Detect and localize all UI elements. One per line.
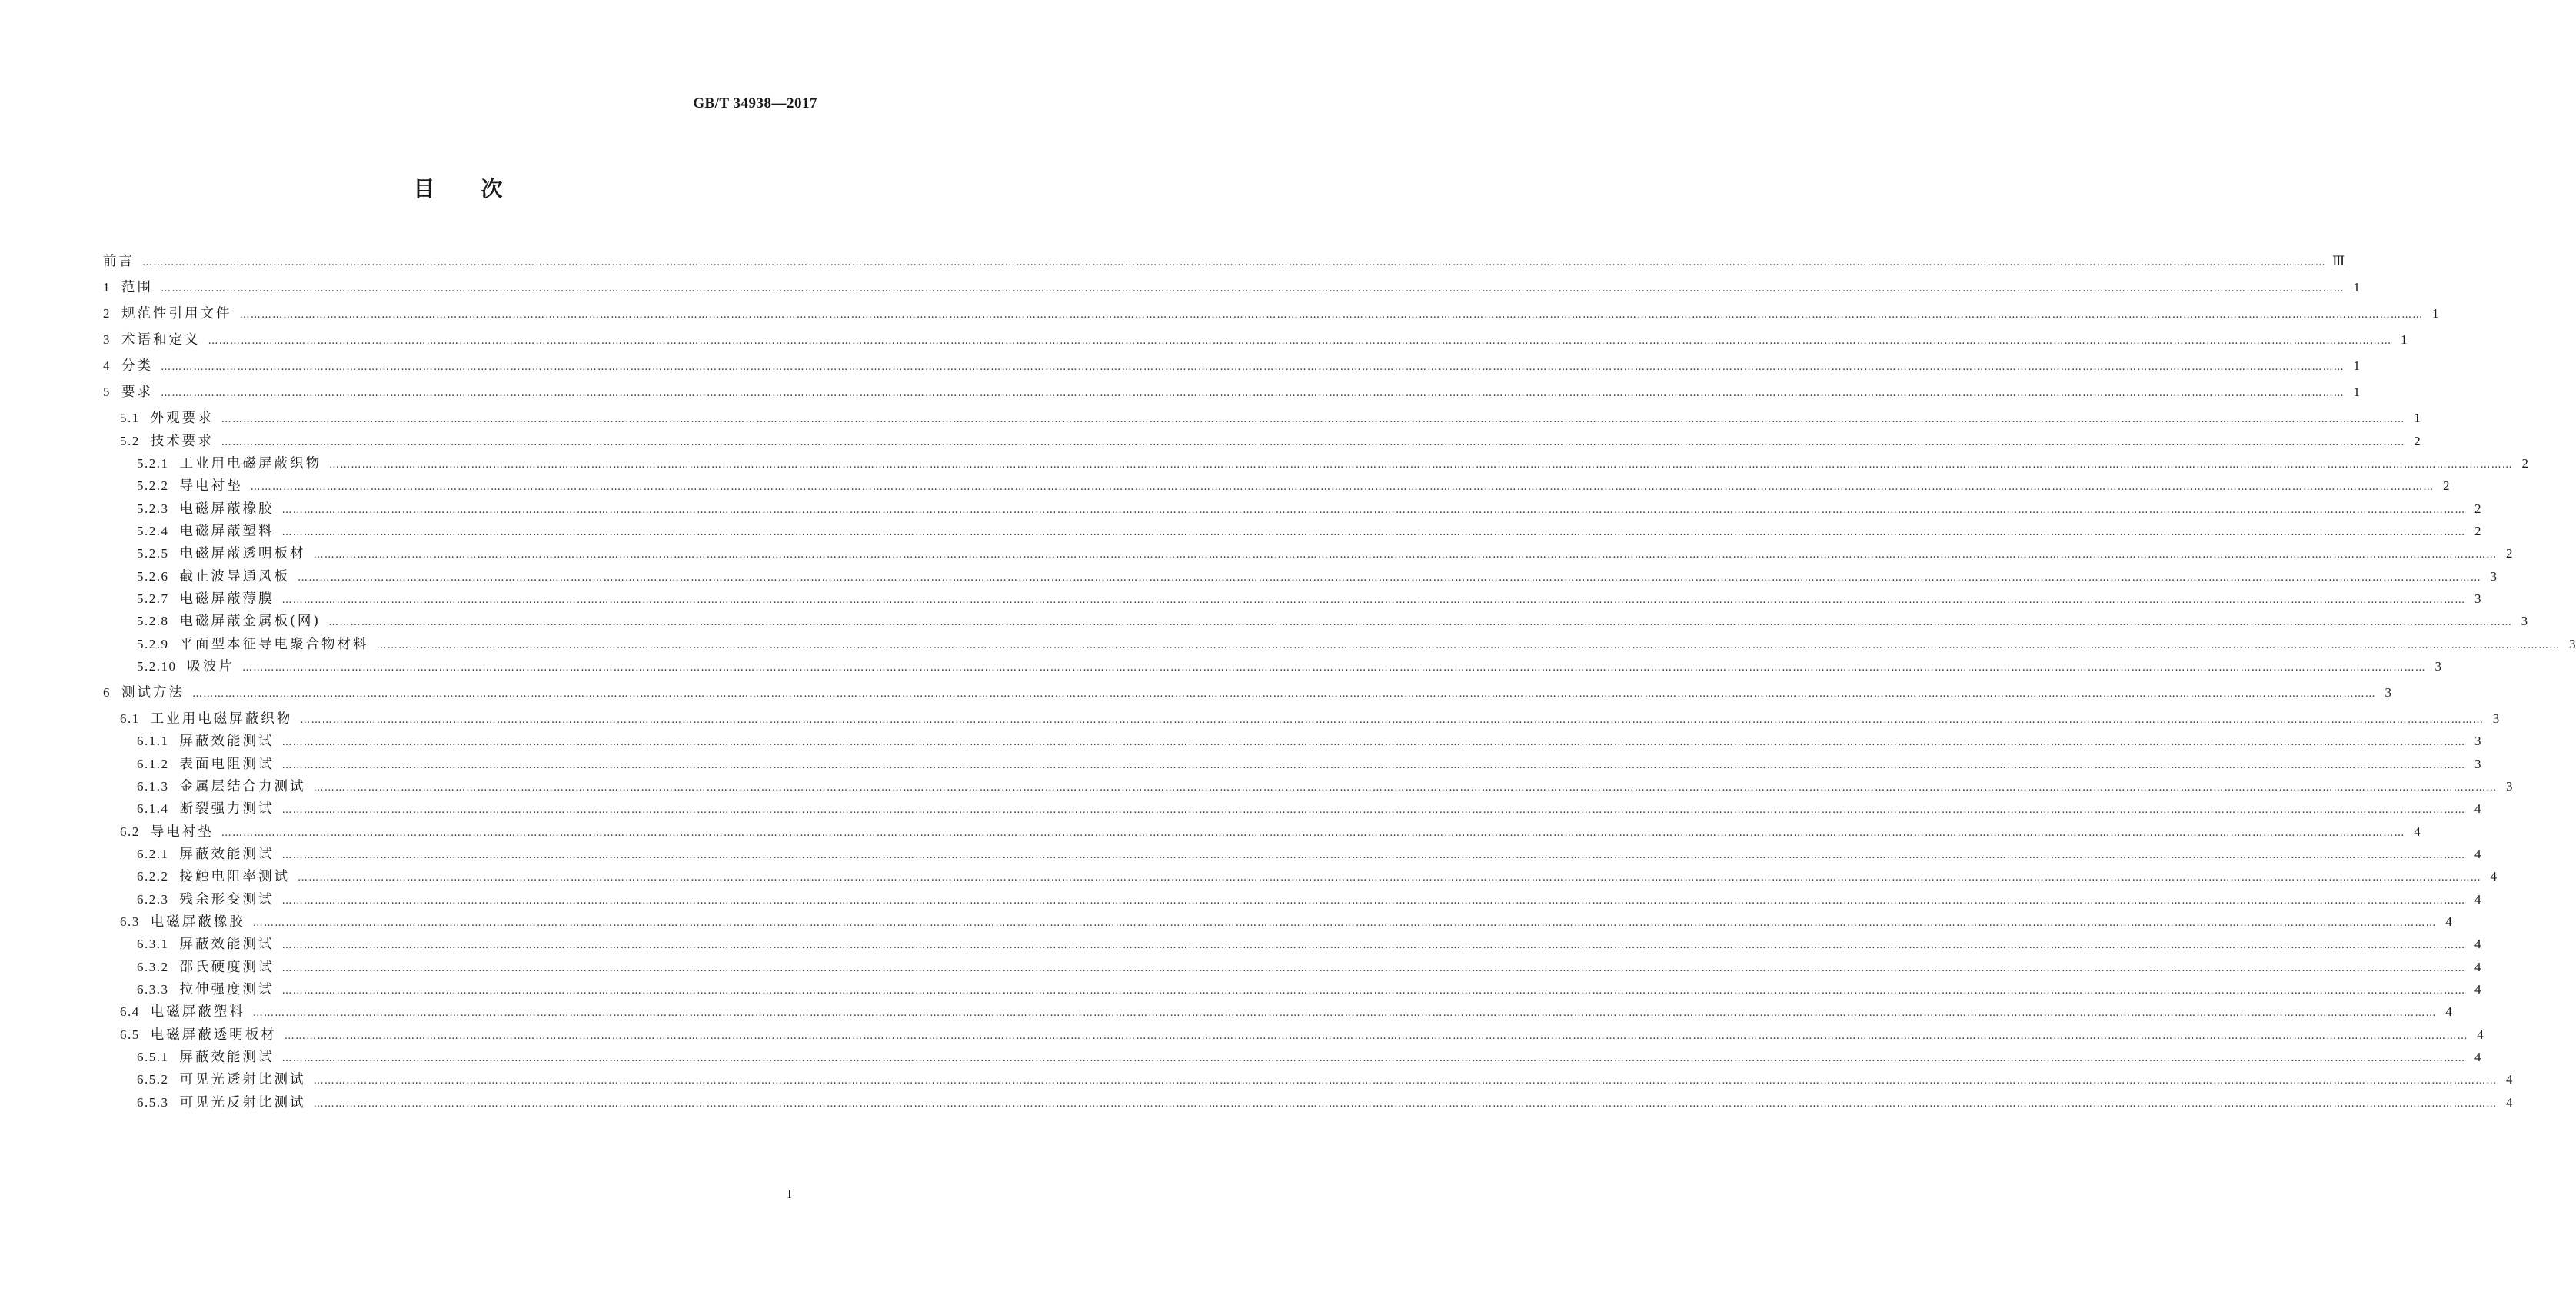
dot-leader: …………………………………………………………………………………………………………………………………………………………………………………………………………………………………………………………………………………………………………………………………………………………………………………………………………………………………………………………………………………………………………………………………………………… xyxy=(242,662,2426,674)
toc-entry-number: 5.2.6 xyxy=(137,569,169,584)
toc-entry-page: 3 xyxy=(2569,637,2576,651)
toc-entry-label: 平面型本征导电聚合物材料 xyxy=(179,637,369,652)
dot-leader: …………………………………………………………………………………………………………………………………………………………………………………………………………………………………………………………………………………………………………………………………………………………………………………………………………………………………………………………………………………………………………………………………………………… xyxy=(161,388,2345,399)
toc-entry-label: 外观要求 xyxy=(150,411,214,426)
dot-leader: …………………………………………………………………………………………………………………………………………………………………………………………………………………………………………………………………………………………………………………………………………………………………………………………………………………………………………………………………………………………………………………………………………………… xyxy=(221,437,2405,448)
toc-entry-number: 5 xyxy=(103,385,111,399)
toc-entry-page: 1 xyxy=(2353,385,2360,399)
toc-entry-number: 5.2.7 xyxy=(137,591,169,606)
toc-entry-number: 6.3.1 xyxy=(137,937,169,951)
toc-entry-label: 电磁屏蔽橡胶 xyxy=(179,501,275,517)
toc-entry-page: 4 xyxy=(2414,824,2421,839)
toc-entry[interactable] xyxy=(103,1092,2513,1112)
toc-entry[interactable] xyxy=(103,1047,2481,1067)
toc-entry-number: 2 xyxy=(103,306,111,321)
toc-entry-label: 电磁屏蔽金属板(网) xyxy=(179,614,321,629)
dot-leader: …………………………………………………………………………………………………………………………………………………………………………………………………………………………………………………………………………………………………………………………………………………………………………………………………………………………………………………………………………………………………………………………………………………… xyxy=(313,1098,2498,1110)
dot-leader: …………………………………………………………………………………………………………………………………………………………………………………………………………………………………………………………………………………………………………………………………………………………………………………………………………………………………………………………………………………………………………………………………………………… xyxy=(221,414,2405,425)
toc-entry-label: 屏蔽效能测试 xyxy=(179,1050,275,1065)
toc-entry[interactable] xyxy=(103,408,2421,428)
toc-entry-label: 规范性引用文件 xyxy=(121,306,232,321)
toc-entry-page: 4 xyxy=(2490,869,2497,884)
toc-entry[interactable] xyxy=(103,431,2421,451)
toc-entry-number: 3 xyxy=(103,332,111,347)
toc-entry-number: 6.2.1 xyxy=(137,847,169,861)
toc-entry-number: 6.3.2 xyxy=(137,960,169,974)
toc-entry-page: 4 xyxy=(2445,1004,2452,1019)
toc-entry-number: 6.1.3 xyxy=(137,779,169,794)
toc-entry-page: 4 xyxy=(2506,1072,2513,1087)
toc-entry-label: 可见光反射比测试 xyxy=(179,1095,306,1110)
toc-entry[interactable] xyxy=(103,957,2481,977)
toc-entry[interactable] xyxy=(103,453,2528,473)
toc-entry[interactable] xyxy=(103,381,2360,401)
toc-entry-label: 导电衬垫 xyxy=(150,824,214,840)
toc-entry-number: 1 xyxy=(103,280,111,295)
toc-entry-label: 技术要求 xyxy=(150,434,214,449)
toc-entry-number: 6.5.3 xyxy=(137,1095,169,1110)
toc-entry[interactable] xyxy=(103,979,2481,999)
toc-entry-page: 3 xyxy=(2435,659,2441,674)
toc-entry[interactable] xyxy=(103,1001,2452,1021)
toc-entry-page: 2 xyxy=(2474,524,2481,538)
dot-leader: …………………………………………………………………………………………………………………………………………………………………………………………………………………………………………………………………………………………………………………………………………………………………………………………………………………………………………………………………………………………………………………………………………………… xyxy=(192,688,2376,700)
toc-entry-number: 6.2 xyxy=(120,824,140,839)
toc-entry[interactable] xyxy=(103,682,2391,702)
toc-entry-page: 4 xyxy=(2506,1095,2513,1110)
toc-entry-label: 拉伸强度测试 xyxy=(179,982,275,997)
toc-entry-number: 6.3.3 xyxy=(137,982,169,997)
toc-entry-page: 2 xyxy=(2443,478,2450,493)
dot-leader: …………………………………………………………………………………………………………………………………………………………………………………………………………………………………………………………………………………………………………………………………………………………………………………………………………………………………………………………………………………………………………………………………………………… xyxy=(298,572,2481,584)
toc-entry-page: 3 xyxy=(2492,711,2500,726)
toc-entry[interactable] xyxy=(103,277,2360,297)
toc-entry[interactable] xyxy=(103,566,2497,586)
toc-entry-label: 表面电阻测试 xyxy=(179,757,275,772)
toc-entry-page: 1 xyxy=(2432,306,2439,321)
toc-entry[interactable] xyxy=(103,521,2481,541)
toc-entry-label: 要求 xyxy=(121,385,153,400)
toc-entry-page: 4 xyxy=(2474,892,2481,907)
dot-leader: …………………………………………………………………………………………………………………………………………………………………………………………………………………………………………………………………………………………………………………………………………………………………………………………………………………………………………………………………………………………………………………………………………………… xyxy=(329,459,2513,471)
toc-entry-label: 导电衬垫 xyxy=(179,478,243,494)
toc-entry-label: 断裂强力测试 xyxy=(179,801,275,817)
toc-entry-label: 电磁屏蔽薄膜 xyxy=(179,591,275,607)
toc-entry-label: 电磁屏蔽透明板材 xyxy=(179,546,306,561)
toc-entry-label: 工业用电磁屏蔽织物 xyxy=(150,711,293,727)
dot-leader: …………………………………………………………………………………………………………………………………………………………………………………………………………………………………………………………………………………………………………………………………………………………………………………………………………………………………………………………………………………………………………………………………………………… xyxy=(313,549,2498,561)
page-title: 目次 xyxy=(413,176,549,201)
toc-entry-page: 4 xyxy=(2474,982,2481,997)
dot-leader: …………………………………………………………………………………………………………………………………………………………………………………………………………………………………………………………………………………………………………………………………………………………………………………………………………………………………………………………………………………………………………………………………………………… xyxy=(281,594,2466,606)
toc-entry-label: 术语和定义 xyxy=(121,332,201,348)
toc-entry-label: 屏蔽效能测试 xyxy=(179,937,275,952)
toc-entry-page: 3 xyxy=(2490,569,2497,584)
toc-entry-label: 电磁屏蔽透明板材 xyxy=(150,1027,277,1043)
toc-entry-label: 残余形变测试 xyxy=(179,892,275,907)
toc-entry-number: 5.2 xyxy=(120,434,140,448)
dot-leader: …………………………………………………………………………………………………………………………………………………………………………………………………………………………………………………………………………………………………………………………………………………………………………………………………………………………………………………………………………………………………………………………………………………… xyxy=(376,640,2561,651)
dot-leader: …………………………………………………………………………………………………………………………………………………………………………………………………………………………………………………………………………………………………………………………………………………………………………………………………………………………………………………………………………………………………………………………………………………… xyxy=(252,917,2437,929)
toc-entry-label: 金属层结合力测试 xyxy=(179,779,306,794)
toc-entry-number: 6 xyxy=(103,685,111,700)
toc-entry-number: 6.1.1 xyxy=(137,734,169,748)
dot-leader: …………………………………………………………………………………………………………………………………………………………………………………………………………………………………………………………………………………………………………………………………………………………………………………………………………………………………………………………………………………………………………………………………………………… xyxy=(142,257,2326,268)
toc-entry-number: 4 xyxy=(103,358,111,373)
dot-leader: …………………………………………………………………………………………………………………………………………………………………………………………………………………………………………………………………………………………………………………………………………………………………………………………………………………………………………………………………………………………………………………………………………………… xyxy=(298,872,2481,884)
dot-leader: …………………………………………………………………………………………………………………………………………………………………………………………………………………………………………………………………………………………………………………………………………………………………………………………………………………………………………………………………………………………………………………………………………………… xyxy=(313,1075,2498,1087)
toc-entry-number: 6.3 xyxy=(120,914,140,929)
toc-entry-label: 工业用电磁屏蔽织物 xyxy=(179,456,321,471)
toc-entry[interactable] xyxy=(103,821,2421,841)
dot-leader: …………………………………………………………………………………………………………………………………………………………………………………………………………………………………………………………………………………………………………………………………………………………………………………………………………………………………………………………………………………………………………………………………………………… xyxy=(281,527,2466,538)
toc-entry-number: 6.5 xyxy=(120,1027,140,1042)
toc-entry[interactable] xyxy=(103,656,2441,676)
toc-entry[interactable] xyxy=(103,475,2450,495)
dot-leader: …………………………………………………………………………………………………………………………………………………………………………………………………………………………………………………………………………………………………………………………………………………………………………………………………………………………………………………………………………………………………………………………………………………… xyxy=(250,481,2435,493)
toc-entry-page: 1 xyxy=(2353,280,2360,295)
toc-entry-page: 3 xyxy=(2474,757,2481,771)
toc-entry-number: 6.1.4 xyxy=(137,801,169,816)
toc-entry-label: 吸波片 xyxy=(187,659,235,674)
toc-entry[interactable] xyxy=(103,866,2497,886)
dot-leader: …………………………………………………………………………………………………………………………………………………………………………………………………………………………………………………………………………………………………………………………………………………………………………………………………………………………………………………………………………………………………………………………………………………… xyxy=(284,1030,2468,1042)
toc-entry[interactable] xyxy=(103,911,2452,931)
toc-entry-page: 4 xyxy=(2474,801,2481,816)
dot-leader: …………………………………………………………………………………………………………………………………………………………………………………………………………………………………………………………………………………………………………………………………………………………………………………………………………………………………………………………………………………………………………………………………………………… xyxy=(281,985,2466,997)
toc-entry[interactable] xyxy=(103,251,2345,271)
toc-entry-number: 5.2.8 xyxy=(137,614,169,628)
toc-entry[interactable] xyxy=(103,588,2481,608)
toc-entry-page: 2 xyxy=(2474,501,2481,516)
toc-entry[interactable] xyxy=(103,543,2513,563)
toc-entry[interactable] xyxy=(103,889,2481,909)
toc-entry-label: 可见光透射比测试 xyxy=(179,1072,306,1087)
toc-entry-number: 6.1 xyxy=(120,711,140,726)
dot-leader: …………………………………………………………………………………………………………………………………………………………………………………………………………………………………………………………………………………………………………………………………………………………………………………………………………………………………………………………………………………………………………………………………………………… xyxy=(252,1007,2437,1019)
toc-entry-number: 5.2.10 xyxy=(137,659,177,674)
toc-entry[interactable] xyxy=(103,1024,2484,1044)
toc-entry[interactable] xyxy=(103,731,2481,751)
toc-entry-label: 电磁屏蔽橡胶 xyxy=(150,914,245,930)
dot-leader: …………………………………………………………………………………………………………………………………………………………………………………………………………………………………………………………………………………………………………………………………………………………………………………………………………………………………………………………………………………………………………………………………………………… xyxy=(281,804,2466,816)
toc-entry-page: 4 xyxy=(2474,1050,2481,1064)
toc-entry[interactable] xyxy=(103,634,2576,654)
toc-entry-number: 5.2.1 xyxy=(137,456,169,471)
dot-leader: …………………………………………………………………………………………………………………………………………………………………………………………………………………………………………………………………………………………………………………………………………………………………………………………………………………………………………………………………………………………………………………………………………………… xyxy=(161,361,2345,373)
toc-entry-page: 3 xyxy=(2474,734,2481,748)
dot-leader: …………………………………………………………………………………………………………………………………………………………………………………………………………………………………………………………………………………………………………………………………………………………………………………………………………………………………………………………………………………………………………………………………………………… xyxy=(281,895,2466,907)
toc-entry-number: 5.2.2 xyxy=(137,478,169,493)
toc-entry-page: 4 xyxy=(2477,1027,2484,1042)
dot-leader: …………………………………………………………………………………………………………………………………………………………………………………………………………………………………………………………………………………………………………………………………………………………………………………………………………………………………………………………………………………………………………………………………………………… xyxy=(221,827,2405,839)
toc-entry-page: 2 xyxy=(2506,546,2513,561)
toc-entry[interactable] xyxy=(103,798,2481,818)
standard-code: GB/T 34938—2017 xyxy=(693,95,817,112)
dot-leader: …………………………………………………………………………………………………………………………………………………………………………………………………………………………………………………………………………………………………………………………………………………………………………………………………………………………………………………………………………………………………………………………………………………… xyxy=(161,283,2345,295)
toc-entry-page: 3 xyxy=(2506,779,2513,794)
toc-entry-number: 6.5.1 xyxy=(137,1050,169,1064)
toc-entry[interactable] xyxy=(103,776,2513,796)
toc-entry-number: 5.2.3 xyxy=(137,501,169,516)
toc-entry-page: 2 xyxy=(2521,456,2528,471)
toc-entry-page: 4 xyxy=(2445,914,2452,929)
dot-leader: …………………………………………………………………………………………………………………………………………………………………………………………………………………………………………………………………………………………………………………………………………………………………………………………………………………………………………………………………………………………………………………………………………………… xyxy=(281,940,2466,951)
toc-entry-page: 1 xyxy=(2414,411,2421,425)
toc-entry[interactable] xyxy=(103,329,2408,349)
toc-entry-number: 5.2.5 xyxy=(137,546,169,561)
toc-entry[interactable] xyxy=(103,303,2439,323)
dot-leader: …………………………………………………………………………………………………………………………………………………………………………………………………………………………………………………………………………………………………………………………………………………………………………………………………………………………………………………………………………………………………………………………………………………… xyxy=(328,617,2513,628)
toc-entry-page: 4 xyxy=(2474,937,2481,951)
toc-entry-page: 3 xyxy=(2474,591,2481,606)
toc-entry-page: 3 xyxy=(2385,685,2391,700)
page-number: I xyxy=(787,1187,792,1201)
toc-entry-number: 6.1.2 xyxy=(137,757,169,771)
dot-leader: …………………………………………………………………………………………………………………………………………………………………………………………………………………………………………………………………………………………………………………………………………………………………………………………………………………………………………………………………………………………………………………………………………………… xyxy=(281,737,2466,748)
toc-entry[interactable] xyxy=(103,934,2481,954)
toc-entry-number: 6.5.2 xyxy=(137,1072,169,1087)
dot-leader: …………………………………………………………………………………………………………………………………………………………………………………………………………………………………………………………………………………………………………………………………………………………………………………………………………………………………………………………………………………………………………………………………………………… xyxy=(313,782,2498,794)
toc-entry-label: 测试方法 xyxy=(121,685,185,701)
toc-entry-label: 范围 xyxy=(121,280,153,295)
dot-leader: …………………………………………………………………………………………………………………………………………………………………………………………………………………………………………………………………………………………………………………………………………………………………………………………………………………………………………………………………………………………………………………………………………………… xyxy=(281,850,2466,861)
toc-entry-label: 电磁屏蔽塑料 xyxy=(150,1004,245,1020)
toc-entry-label: 屏蔽效能测试 xyxy=(179,734,275,749)
dot-leader: …………………………………………………………………………………………………………………………………………………………………………………………………………………………………………………………………………………………………………………………………………………………………………………………………………………………………………………………………………………………………………………………………………………… xyxy=(281,504,2466,516)
toc-entry-label: 分类 xyxy=(121,358,153,374)
toc-entry-label: 屏蔽效能测试 xyxy=(179,847,275,862)
toc-entry-number: 6.2.2 xyxy=(137,869,169,884)
toc-entry[interactable] xyxy=(103,708,2500,728)
toc-entry-number: 6.2.3 xyxy=(137,892,169,907)
toc-entry-label: 电磁屏蔽塑料 xyxy=(179,524,275,539)
toc-entry[interactable] xyxy=(103,611,2528,631)
toc-entry-label: 邵氏硬度测试 xyxy=(179,960,275,975)
dot-leader: …………………………………………………………………………………………………………………………………………………………………………………………………………………………………………………………………………………………………………………………………………………………………………………………………………………………………………………………………………………………………………………………………………………… xyxy=(239,309,2424,321)
toc-entry-page: 2 xyxy=(2414,434,2421,448)
dot-leader: …………………………………………………………………………………………………………………………………………………………………………………………………………………………………………………………………………………………………………………………………………………………………………………………………………………………………………………………………………………………………………………………………………………… xyxy=(208,335,2392,347)
toc-entry-number: 5.2.4 xyxy=(137,524,169,538)
toc-entry[interactable] xyxy=(103,754,2481,774)
toc-entry-page: 4 xyxy=(2474,960,2481,974)
toc-entry-page: 1 xyxy=(2401,332,2408,347)
toc-entry-number: 6.4 xyxy=(120,1004,140,1019)
toc-entry[interactable] xyxy=(103,844,2481,864)
toc-entry-label: 接触电阻率测试 xyxy=(179,869,290,884)
dot-leader: …………………………………………………………………………………………………………………………………………………………………………………………………………………………………………………………………………………………………………………………………………………………………………………………………………………………………………………………………………………………………………………………………………………… xyxy=(281,760,2466,771)
toc-entry-label: 前言 xyxy=(103,254,135,269)
dot-leader: …………………………………………………………………………………………………………………………………………………………………………………………………………………………………………………………………………………………………………………………………………………………………………………………………………………………………………………………………………………………………………………………………………………… xyxy=(281,1053,2466,1064)
dot-leader: …………………………………………………………………………………………………………………………………………………………………………………………………………………………………………………………………………………………………………………………………………………………………………………………………………………………………………………………………………………………………………………………………………………… xyxy=(300,714,2484,726)
toc-entry-page: 4 xyxy=(2474,847,2481,861)
toc-entry[interactable] xyxy=(103,1069,2513,1089)
toc-entry-page: Ⅲ xyxy=(2332,254,2345,268)
toc-entry[interactable] xyxy=(103,355,2360,375)
toc-entry[interactable] xyxy=(103,498,2481,518)
toc-entry-page: 1 xyxy=(2353,358,2360,373)
toc-entry-page: 3 xyxy=(2521,614,2528,628)
toc-entry-number: 5.1 xyxy=(120,411,140,425)
toc-entry-number: 5.2.9 xyxy=(137,637,169,651)
dot-leader: …………………………………………………………………………………………………………………………………………………………………………………………………………………………………………………………………………………………………………………………………………………………………………………………………………………………………………………………………………………………………………………………………………………… xyxy=(281,963,2466,974)
toc-entry-label: 截止波导通风板 xyxy=(179,569,290,584)
